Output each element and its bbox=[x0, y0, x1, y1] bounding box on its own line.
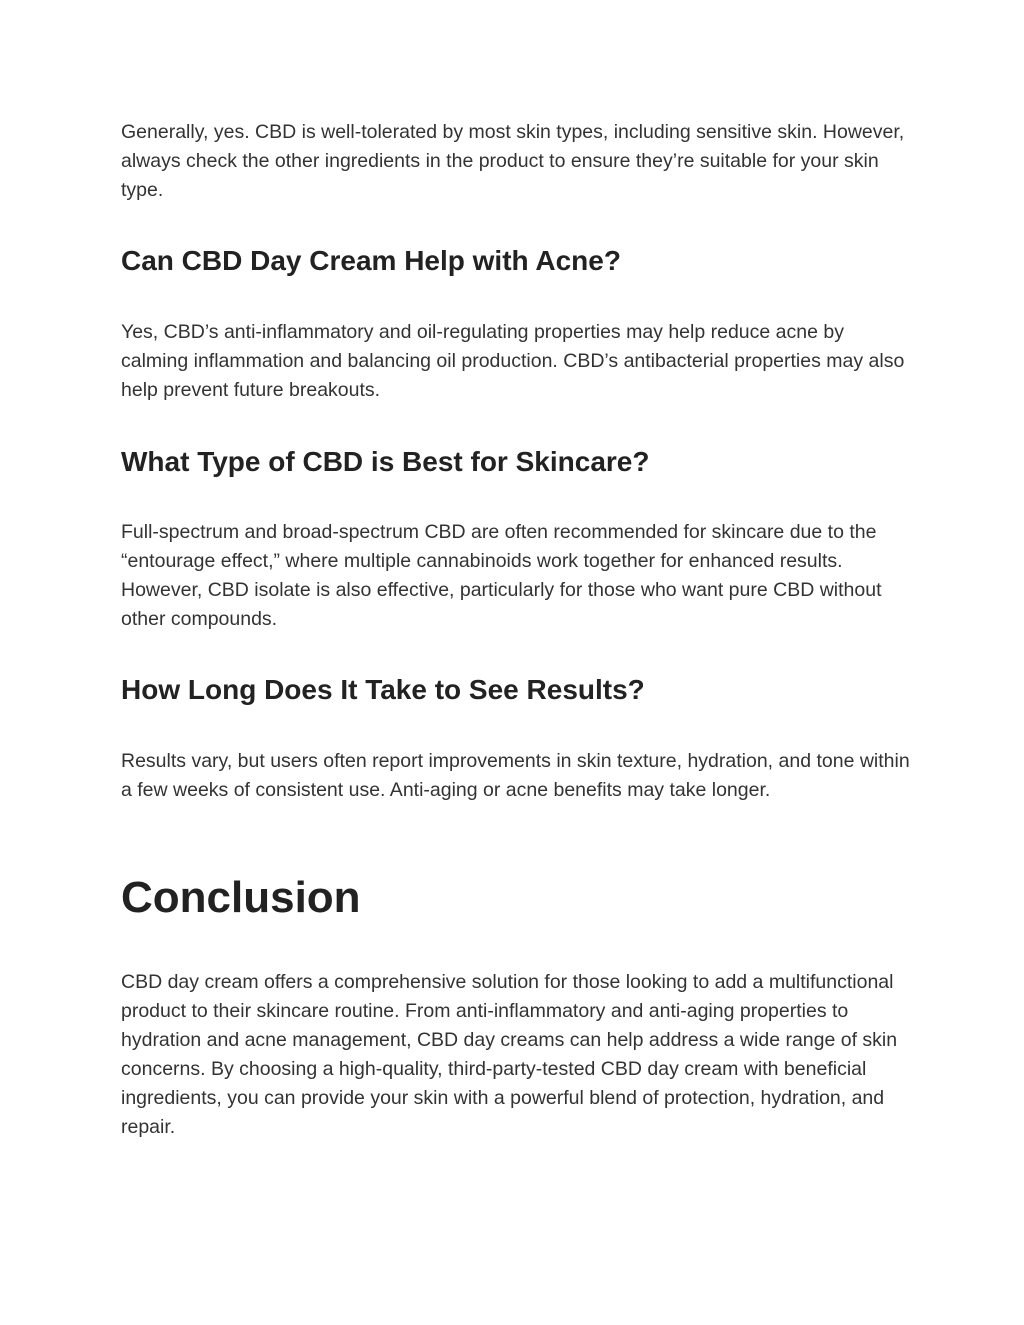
conclusion-body: CBD day cream offers a comprehensive solution for those looking to add a multifunctional product to their skincare routine. From anti-inflammatory and anti-aging properties to hydration and acne management, CBD day creams can help address a wide range of skin concerns. By choosing a high-quality, third-party-tested CBD day cream with beneficial ingredients, you can provide your skin with a powerful blend of protection, hydration, and repair. bbox=[121, 971, 898, 1138]
faq-answer-acne: Yes, CBD’s anti-inflammatory and oil-regulating properties may help reduce acne by calming inflammation and balancing oil production. CBD’s antibacterial properties may also help prevent future breakouts. bbox=[121, 321, 905, 401]
faq-heading-results: How Long Does It Take to See Results? bbox=[121, 674, 645, 705]
faq-answer-cbd-type: Full-spectrum and broad-spectrum CBD are often recommended for skincare due to the “entourage effect,” where multiple cannabinoids work together for enhanced results. However, CBD isolate is also effective, particularly for those who want pure CBD without other compounds. bbox=[121, 521, 882, 630]
faq-answer-sensitive-skin: Generally, yes. CBD is well-tolerated by most skin types, including sensitive skin. However, always check the other ingredients in the product to ensure they’re suitable for your skin type. bbox=[121, 121, 905, 201]
faq-heading-acne: Can CBD Day Cream Help with Acne? bbox=[121, 245, 621, 276]
faq-answer-results: Results vary, but users often report improvements in skin texture, hydration, and tone within a few weeks of consistent use. Anti-aging or acne benefits may take longer. bbox=[121, 750, 910, 801]
faq-heading-cbd-type: What Type of CBD is Best for Skincare? bbox=[121, 446, 650, 477]
conclusion-heading: Conclusion bbox=[121, 873, 361, 922]
